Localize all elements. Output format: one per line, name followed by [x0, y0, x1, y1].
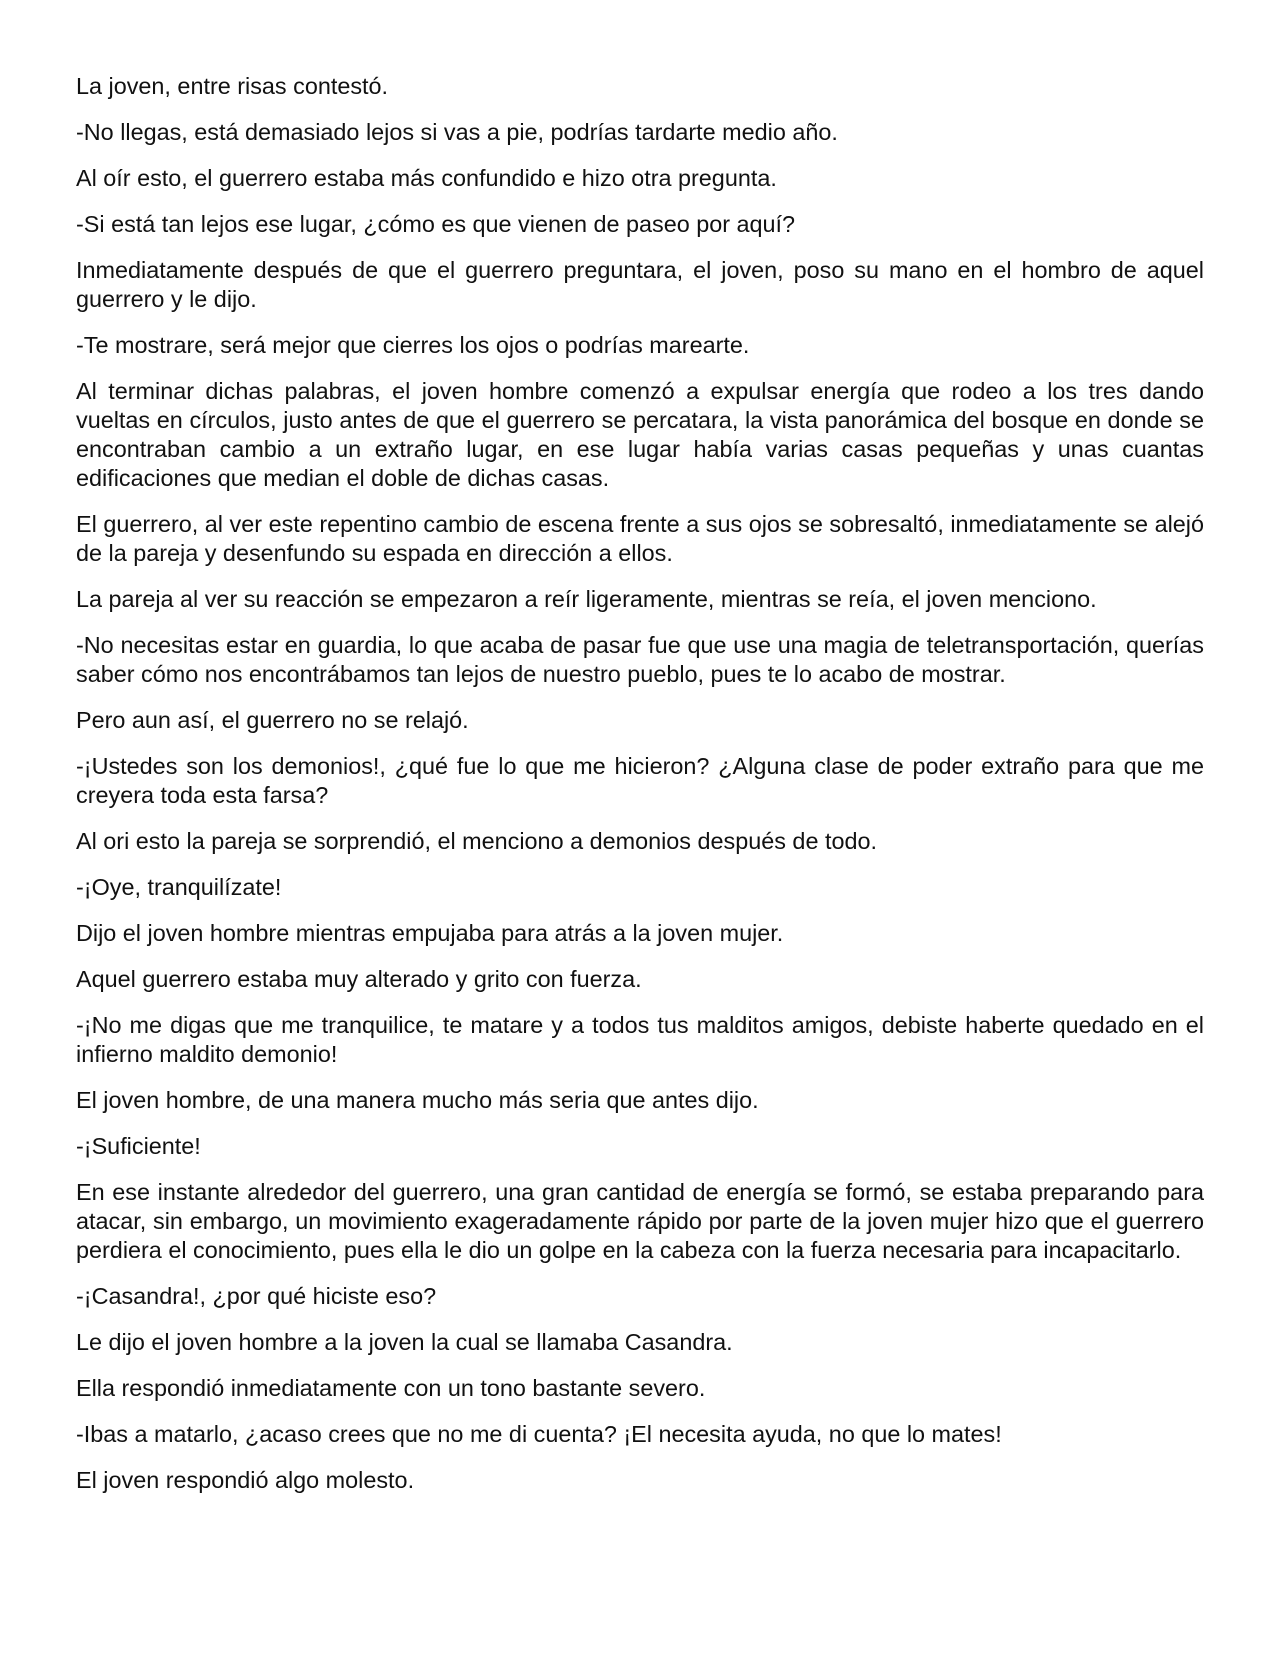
paragraph: En ese instante alrededor del guerrero, una gran cantidad de energía se formó, se estaba preparando para atacar, sin embargo, un movimiento exageradamente rápido por parte de la joven mujer hizo que el guerrero perdiera el conocimiento, pues ella le dio un golpe en la cabeza con la fuerza necesaria para incapacitarlo.: [76, 1179, 1204, 1263]
paragraph: -Ibas a matarlo, ¿acaso crees que no me di cuenta? ¡El necesita ayuda, no que lo mates!: [76, 1421, 1002, 1447]
paragraph: Inmediatamente después de que el guerrero preguntara, el joven, poso su mano en el hombro de aquel guerrero y le dijo.: [76, 257, 1204, 312]
paragraph: Al oír esto, el guerrero estaba más confundido e hizo otra pregunta.: [76, 165, 777, 191]
paragraph: -No necesitas estar en guardia, lo que acaba de pasar fue que use una magia de teletransportación, querías saber cómo nos encontrábamos tan lejos de nuestro pueblo, pues te lo acabo de mostrar.: [76, 632, 1204, 687]
paragraph: Ella respondió inmediatamente con un tono bastante severo.: [76, 1375, 706, 1401]
paragraph: El joven respondió algo molesto.: [76, 1467, 415, 1493]
paragraph: -Si está tan lejos ese lugar, ¿cómo es que vienen de paseo por aquí?: [76, 211, 796, 237]
paragraph: Al terminar dichas palabras, el joven hombre comenzó a expulsar energía que rodeo a los tres dando vueltas en círculos, justo antes de que el guerrero se percatara, la vista panorámica del bosque en donde se encontraban cambio a un extraño lugar, en ese lugar había varias casas pequeñas y unas cuantas edificaciones que median el doble de dichas casas.: [76, 378, 1204, 491]
paragraph: -¡Ustedes son los demonios!, ¿qué fue lo que me hicieron? ¿Alguna clase de poder extraño para que me creyera toda esta farsa?: [76, 753, 1204, 808]
paragraph: -¡Suficiente!: [76, 1133, 201, 1159]
paragraph: El guerrero, al ver este repentino cambio de escena frente a sus ojos se sobresaltó, inmediatamente se alejó de la pareja y desenfundo su espada en dirección a ellos.: [76, 511, 1204, 566]
paragraph: -¡No me digas que me tranquilice, te matare y a todos tus malditos amigos, debiste haberte quedado en el infierno maldito demonio!: [76, 1012, 1204, 1067]
paragraph: -¡Casandra!, ¿por qué hiciste eso?: [76, 1283, 437, 1309]
paragraph: Le dijo el joven hombre a la joven la cual se llamaba Casandra.: [76, 1329, 733, 1355]
paragraph: Al ori esto la pareja se sorprendió, el menciono a demonios después de todo.: [76, 828, 877, 854]
paragraph: -No llegas, está demasiado lejos si vas a pie, podrías tardarte medio año.: [76, 119, 838, 145]
document-page: [76, 72, 1204, 1495]
paragraph: La pareja al ver su reacción se empezaron a reír ligeramente, mientras se reía, el joven menciono.: [76, 586, 1097, 612]
paragraph: La joven, entre risas contestó.: [76, 73, 389, 99]
paragraph: -Te mostrare, será mejor que cierres los ojos o podrías marearte.: [76, 332, 750, 358]
paragraph: Dijo el joven hombre mientras empujaba para atrás a la joven mujer.: [76, 920, 784, 946]
paragraph: Pero aun así, el guerrero no se relajó.: [76, 707, 469, 733]
paragraph: El joven hombre, de una manera mucho más seria que antes dijo.: [76, 1087, 759, 1113]
paragraph: Aquel guerrero estaba muy alterado y grito con fuerza.: [76, 966, 642, 992]
paragraph: -¡Oye, tranquilízate!: [76, 874, 282, 900]
